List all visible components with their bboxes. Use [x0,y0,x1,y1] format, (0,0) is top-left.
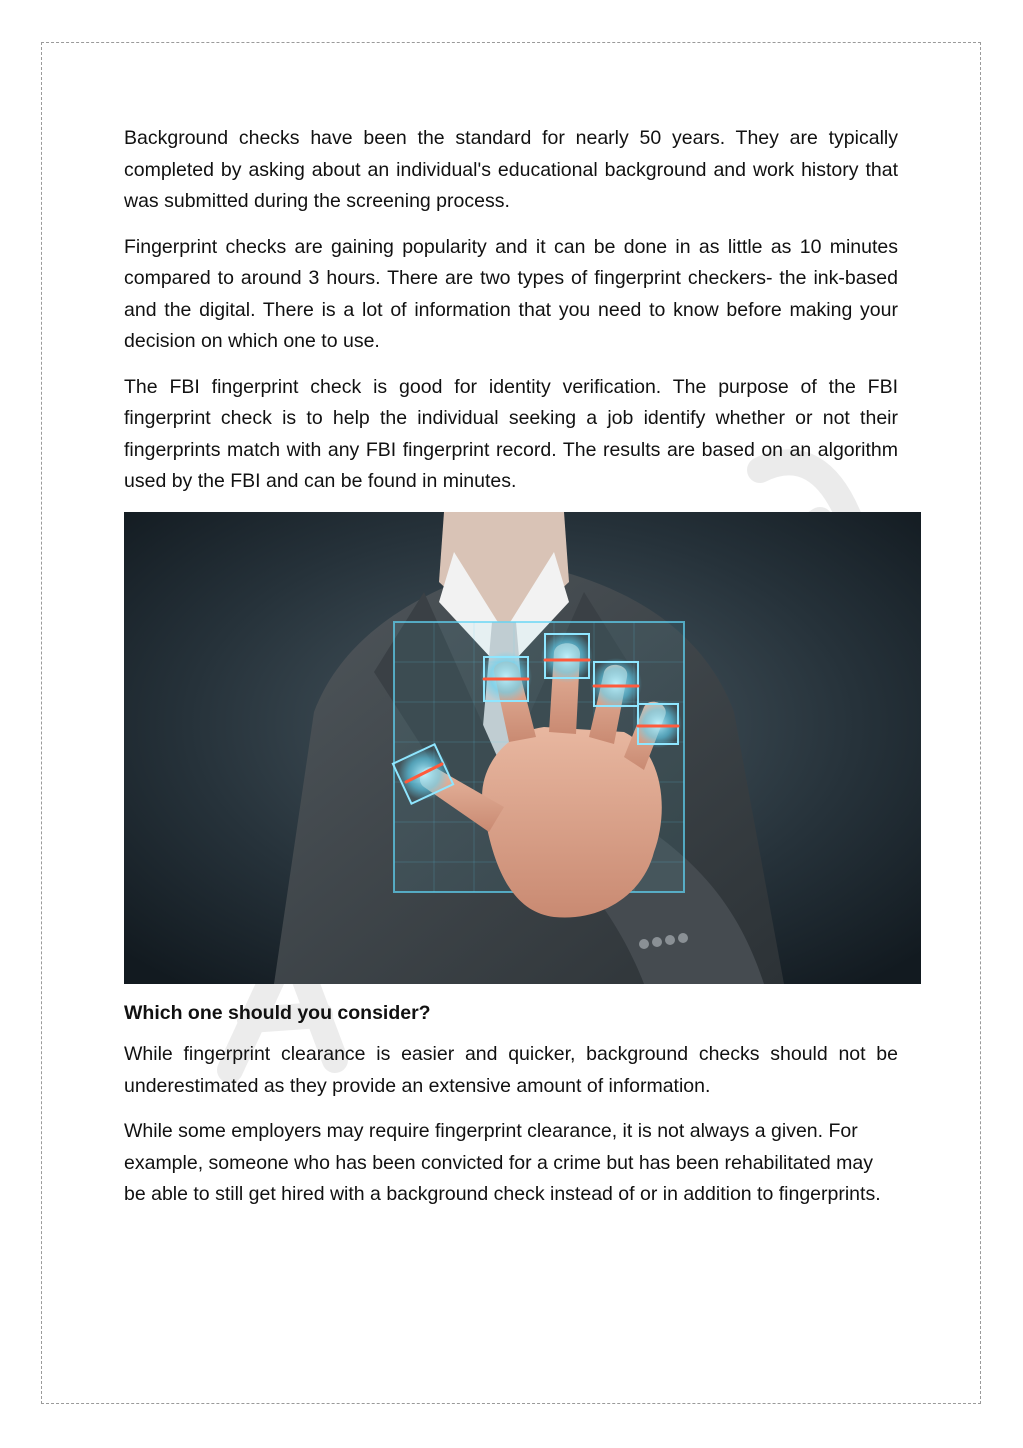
paragraph-employers: While some employers may require fingerprint clearance, it is not always a given. For example, someone who has been convicted for a crime but has been rehabilitated may be able to still get hired with a background check instead of or in addition to fingerprints. [124,1120,881,1205]
paragraph-background-checks: Background checks have been the standard for nearly 50 years. They are typically completed by asking about an individual's educational background and work history that was submitted during the screening process. [124,127,898,212]
paragraph-fingerprint-checks: Fingerprint checks are gaining popularity and it can be done in as little as 10 minutes compared to around 3 hours. There are two types of fingerprint checkers- the ink-based and the digital. There is a lot of information that you need to know before making your decision on which one to use. [124,235,898,352]
paragraph-fbi-check: The FBI fingerprint check is good for identity verification. The purpose of the FBI fingerprint check is to help the individual seeking a job identify whether or not their fingerprints match with any FBI fingerprint record. The results are based on an algorithm used by the FBI and can be found in minutes. [124,375,898,492]
section-heading: Which one should you consider? [124,1001,431,1024]
paragraph-fingerprint-clearance: While fingerprint clearance is easier and quicker, background checks should not be underestimated as they provide an extensive amount of information. [124,1043,898,1097]
fingerprint-scan-photo [124,512,921,984]
document-body [124,123,898,1225]
